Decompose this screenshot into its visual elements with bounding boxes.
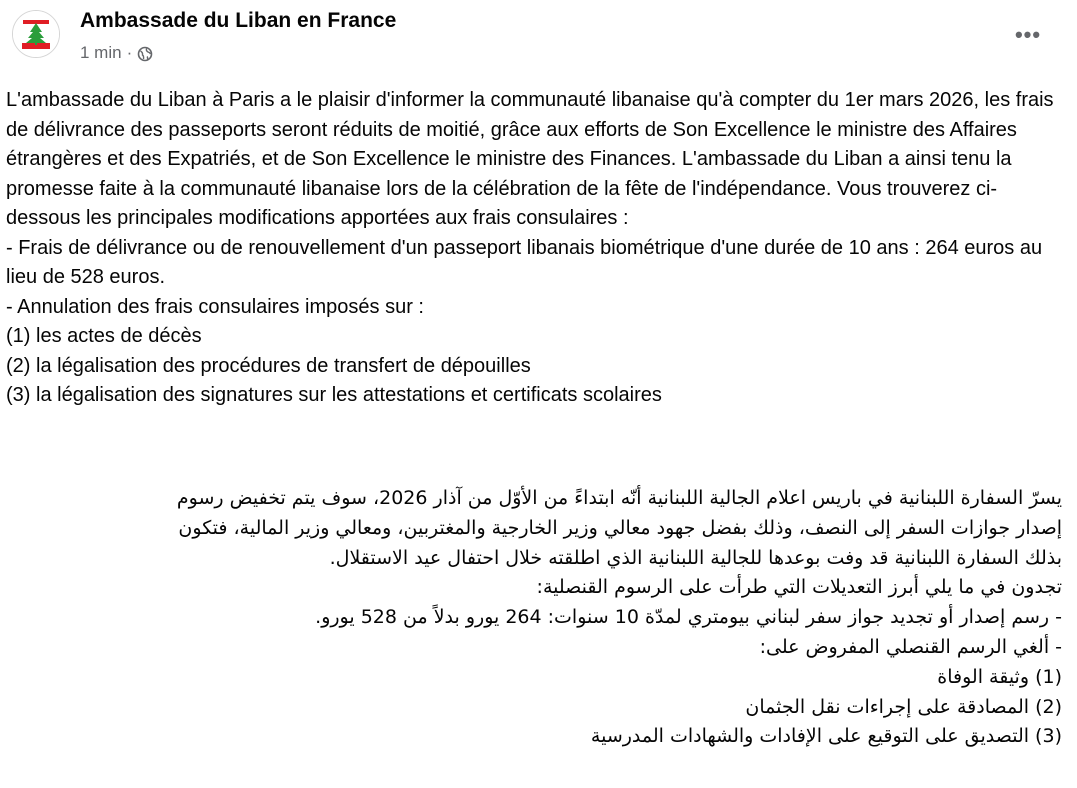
post-header [0, 0, 1077, 76]
fr-intro-paragraph: L'ambassade du Liban à Paris a le plaisir d'informer la communauté libanaise qu'à compter du 1er mars 2026, les frais de délivrance des passeports seront réduits de moitié, grâce aux efforts de Son Excellence le ministre des Affaires étrangères et des Expatriés, et de Son Excellence le ministre des Finances. L'ambassade du Liban a ainsi tenu la promesse faite à la communauté libanaise lors de la célébration de la fête de l'indépendance. Vous trouverez ci-dessous les principales modifications apportées aux frais consulaires : [6, 89, 1054, 229]
ar-item-passport: - رسم إصدار أو تجديد جواز سفر لبناني بيومتري لمدّة 10 سنوات: 264 يورو بدلاً من 528 يورو. [315, 606, 1062, 629]
meta-separator: · [126, 43, 133, 62]
ar-item-cancel: - ألغي الرسم القنصلي المفروض على: [759, 635, 1062, 658]
ar-lead-line: تجدون في ما يلي أبرز التعديلات التي طرأت على الرسوم القنصلية: [536, 576, 1062, 599]
more-icon: ••• [1014, 22, 1042, 47]
post-timestamp[interactable]: 1 min [80, 43, 122, 62]
globe-icon[interactable] [137, 46, 153, 62]
fr-sub-item-1: (1) les actes de décès [6, 325, 202, 347]
page-name-link[interactable]: Ambassade du Liban en France [80, 9, 397, 32]
ar-sub-item-3: (3) التصديق على التوقيع على الإفادات والشهادات المدرسية [590, 725, 1062, 748]
fr-sub-item-3: (3) la légalisation des signatures sur les attestations et certificats scolaires [6, 384, 662, 406]
ar-intro-paragraph: يسرّ السفارة اللبنانية في باريس اعلام الجالية اللبنانية أنّه ابتداءً من الأوّل من آذار 2026، سوف يتم تخفيض رسوم إصدار جوازات السفر إلى النصف، وذلك بفضل جهود معالي وزير الخارجية والمغتربين، ومعالي وزير المالية، فتكون بذلك السفارة اللبنانية قد وفت بوعدها للجالية اللبنانية الذي اطلقته خلال احتفال عيد الاستقلال. [176, 487, 1062, 569]
ar-sub-item-1: (1) وثيقة الوفاة [937, 665, 1062, 688]
ar-sub-item-2: (2) المصادقة على إجراءات نقل الجثمان [745, 695, 1062, 718]
more-options-button[interactable] [1008, 20, 1048, 50]
lebanese-flag-icon [13, 11, 59, 57]
post-text-arabic [150, 484, 1062, 752]
fr-sub-item-2: (2) la légalisation des procédures de transfert de dépouilles [6, 354, 531, 377]
post-text-french [6, 86, 1066, 411]
page-avatar[interactable] [12, 10, 60, 58]
post-meta [80, 43, 153, 63]
fr-item-passport: - Frais de délivrance ou de renouvellement d'un passeport libanais biométrique d'une durée de 10 ans : 264 euros au lieu de 528 euros. [6, 236, 1043, 288]
fr-item-cancel: - Annulation des frais consulaires imposés sur : [6, 295, 424, 318]
